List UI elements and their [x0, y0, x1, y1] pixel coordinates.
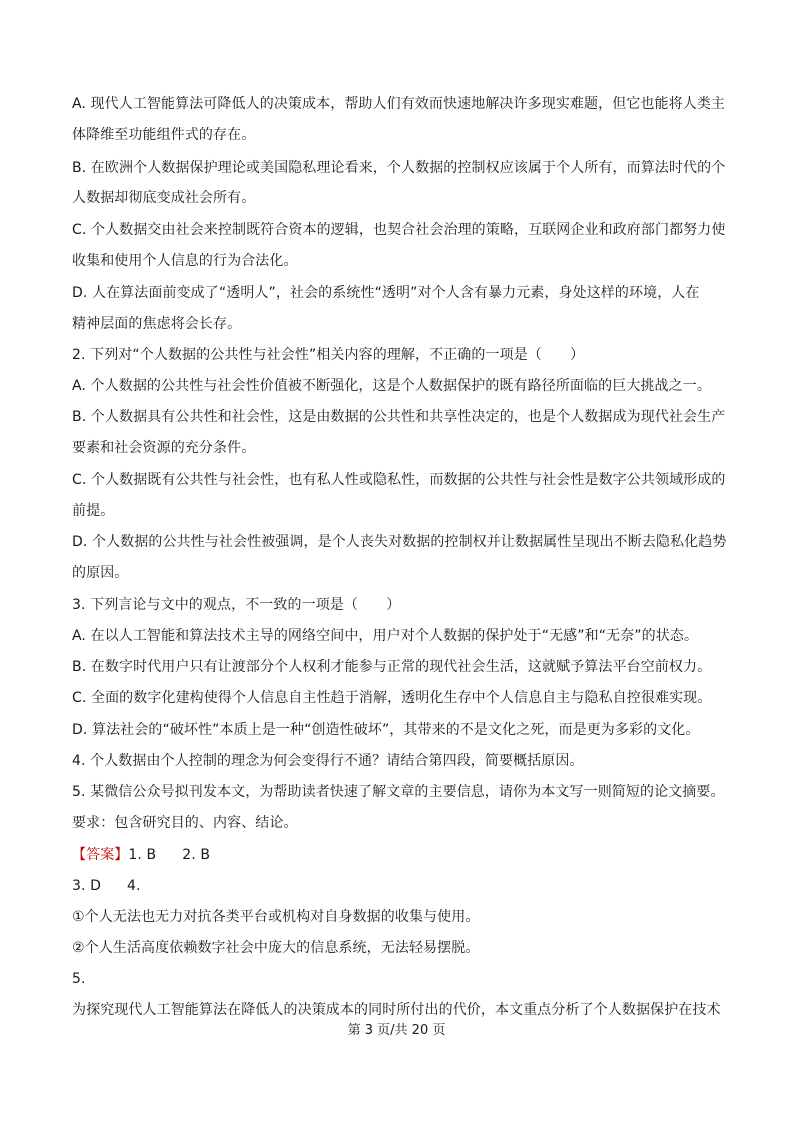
option-text: 人数据却彻底变成社会所有。 [72, 190, 256, 206]
answer-tag: 【答案】 [72, 847, 129, 863]
question-text: 2. 下列对“个人数据的公共性与社会性”相关内容的理解，不正确的一项是（ ） [72, 347, 585, 363]
requirement-text: 要求：包含研究目的、内容、结论。 [72, 815, 298, 831]
answer-2: 2. B [182, 847, 211, 863]
answer-line [72, 877, 724, 895]
answer-line [72, 846, 724, 864]
page-footer: 第 3 页/共 20 页 [347, 1023, 446, 1038]
option-text: A. 在以人工智能和算法技术主导的网络空间中，用户对个人数据的保护处于“无感”和“无奈”的状态。 [72, 628, 699, 644]
option-text: B. 个人数据具有公共性和社会性，这是由数据的公共性和共享性决定的，也是个人数据成为现代社会生产 [72, 409, 726, 425]
answer-1: 1. B [128, 847, 157, 863]
question-text: 5. 某微信公众号拟刊发本文，为帮助读者快速了解文章的主要信息，请你为本文写一则简短的论文摘要。 [72, 784, 725, 800]
option-text: C. 个人数据既有公共性与社会性，也有私人性或隐私性，而数据的公共性与社会性是数字公共领域形成的 [72, 472, 726, 488]
question-text: 3. 下列言论与文中的观点，不一致的一项是（ ） [72, 597, 401, 613]
option-text: 前提。 [72, 503, 115, 519]
option-text: D. 算法社会的“破坏性”本质上是一种“创造性破坏”，其带来的不是文化之死，而是更为多彩的文化。 [72, 722, 700, 738]
answer-3: 3. D [72, 878, 101, 894]
option-text: D. 个人数据的公共性与社会性被强调，是个人丧失对数据的控制权并让数据属性呈现出不断去隐私化趋势 [72, 534, 727, 550]
answer-4: 4. [127, 878, 141, 894]
option-text: A. 现代人工智能算法可降低人的决策成本，帮助人们有效而快速地解决许多现实难题，但它也能将人类主 [72, 96, 726, 112]
option-text: 要素和社会资源的充分条件。 [72, 440, 256, 456]
option-text: 收集和使用个人信息的行为合法化。 [72, 253, 298, 269]
option-text: C. 个人数据交由社会来控制既符合资本的逻辑，也契合社会治理的策略，互联网企业和政府部门都努力使 [72, 222, 726, 238]
option-text: D. 人在算法面前变成了“透明人”，社会的系统性“透明”对个人含有暴力元素，身处这样的环境，人在 [72, 285, 700, 301]
answer-5: 5. [72, 971, 86, 987]
option-text: B. 在数字时代用户只有让渡部分个人权利才能参与正常的现代社会生活，这就赋予算法平台空前权力。 [72, 659, 712, 675]
answer-summary: 为探究现代人工智能算法在降低人的决策成本的同时所付出的代价，本文重点分析了个人数据保护在技术 [72, 1002, 721, 1018]
option-text: 的原因。 [72, 565, 129, 581]
option-text: A. 个人数据的公共性与社会性价值被不断强化，这是个人数据保护的既有路径所面临的巨大挑战之一。 [72, 378, 711, 394]
question-text: 4. 个人数据由个人控制的理念为何会变得行不通？请结合第四段，简要概括原因。 [72, 753, 584, 769]
answer-point-1: ①个人无法也无力对抗各类平台或机构对自身数据的收集与使用。 [72, 909, 480, 925]
answer-point-2: ②个人生活高度依赖数字社会中庞大的信息系统，无法轻易摆脱。 [72, 940, 480, 956]
option-text: 精神层面的焦虑将会长存。 [72, 316, 242, 332]
option-text: 体降维至功能组件式的存在。 [72, 127, 256, 143]
option-text: B. 在欧洲个人数据保护理论或美国隐私理论看来，个人数据的控制权应该属于个人所有，而算法时代的个 [72, 160, 726, 176]
option-text: C. 全面的数字化建构使得个人信息自主性趋于消解，透明化生存中个人信息自主与隐私自控很难实现。 [72, 690, 712, 706]
